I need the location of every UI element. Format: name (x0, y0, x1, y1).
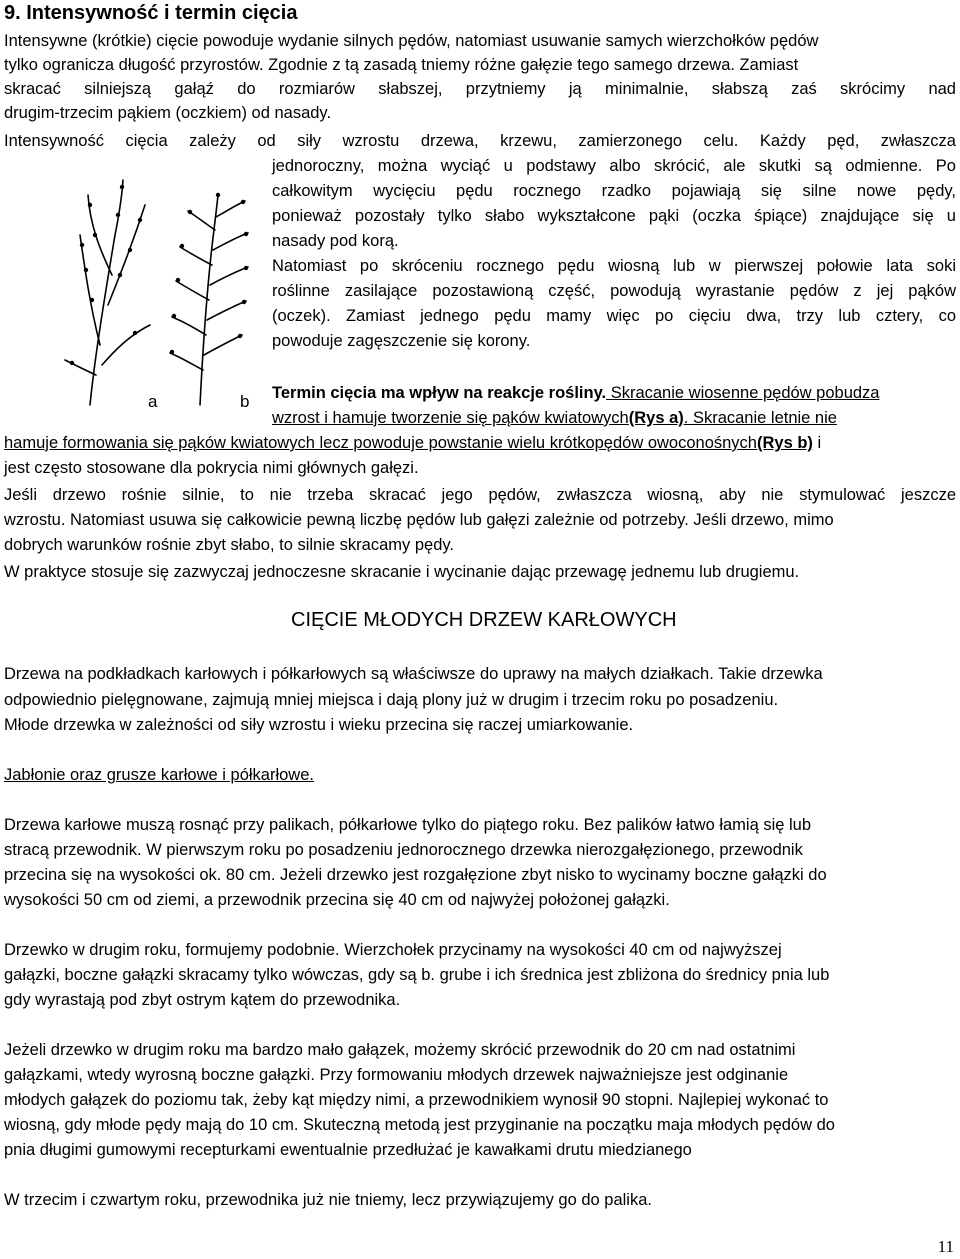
termin-underline: Skracanie wiosenne pędów pobudza (606, 384, 880, 402)
figure-ref-a: (Rys a) (628, 409, 684, 427)
branch-b-spur (172, 317, 206, 335)
figure-ref-b: (Rys b) (756, 434, 813, 452)
termin-tail: i (812, 434, 822, 452)
paragraph-line: Intensywne (krótkie) cięcie powoduje wydanie silnych pędów, natomiast usuwanie samych wierzchołków pędów (4, 32, 819, 50)
paragraph-line: powoduje zagęszczenie się korony. (272, 332, 531, 350)
paragraph-line: skracać silniejszą gałąź do rozmiarów słabszej, przytniemy ją minimalnie, słabszą zaś skrócimy nad (4, 80, 956, 98)
figure-label-b: b (240, 392, 250, 410)
branch-b-spur (210, 267, 248, 285)
paragraph-line: Młode drzewka w zależności od siły wzrostu i wieku przecina się raczej umiarkowanie. (4, 716, 634, 734)
paragraph-line: W trzecim i czwartym roku, przewodnika już nie tniemy, lecz przywiązujemy go do palika. (4, 1191, 652, 1209)
paragraph-line: gałązkami, wtedy wyrosną boczne gałązki. Przy formowaniu młodych drzewek najważniejsze jest odginanie (4, 1066, 789, 1084)
termin-underline: Skracanie letnie nie (688, 409, 837, 427)
branch-b-spur (176, 281, 209, 300)
termin-line-3 (4, 433, 821, 453)
termin-line-1 (272, 383, 879, 403)
paragraph-line: drugim-trzecim pąkiem (oczkiem) od nasady. (4, 104, 332, 122)
paragraph-line: roślinne zasilające pozostawioną część, powodują wyrastanie pędów z jej pąków (272, 282, 956, 300)
branch-a-shoot (65, 360, 96, 375)
paragraph-line: wiosną, gdy młode pędy mają do 10 cm. Skuteczną metodą jest przyginanie na początku maja młodych pędów do (4, 1116, 835, 1134)
termin-bold: Termin cięcia ma wpływ na reakcje rośliny. (272, 384, 607, 402)
paragraph-line: Jeżeli drzewko w drugim roku ma bardzo mało gałązek, możemy skrócić przewodnik do 20 cm nad ostatnimi (4, 1041, 796, 1059)
branch-b-spur (170, 353, 203, 370)
termin-underline: wzrost i hamuje tworzenie się pąków kwiatowych (272, 409, 629, 427)
paragraph-line: stracą przewodnik. W pierwszym roku po posadzeniu jednorocznego drzewka nierozgałęzionego, przewodnik (4, 841, 803, 859)
termin-line-4: jest często stosowane dla pokrycia nimi głównych gałęzi. (4, 459, 419, 477)
figure-label-a: a (148, 392, 158, 410)
branch-b-spur (207, 301, 246, 320)
paragraph-line: ponieważ pozostały tylko słabo wykształcone pąki (oczka śpiące) znajdujące się u (272, 207, 956, 225)
paragraph-line: dobrych warunków rośnie zbyt słabo, to silnie skracamy pędy. (4, 536, 454, 554)
section-heading: CIĘCIE MŁODYCH DRZEW KARŁOWYCH (291, 609, 677, 631)
branch-b-spur (180, 247, 212, 265)
termin-line-2 (272, 408, 837, 428)
branch-b-spur (204, 335, 242, 355)
paragraph-line: tylko ogranicza długość przyrostów. Zgodnie z tą zasadą tniemy różne gałęzie tego samego drzewa. Zamiast (4, 56, 799, 74)
branch-b-spur (188, 211, 215, 230)
paragraph-line: (oczek). Zamiast jednego pędu mamy więc po cięciu dwa, trzy lub cztery, co (272, 307, 956, 325)
paragraph-line: Drzewa na podkładkach karłowych i półkarłowych są właściwsze do uprawy na małych działkach. Takie drzewka (4, 665, 823, 683)
paragraph-line: odpowiednio pielęgnowane, zajmują mniej miejsca i dają plony już w drugim i trzecim roku po posadzeniu. (4, 691, 779, 709)
termin-underline: . (683, 409, 689, 427)
paragraph-line: wzrostu. Natomiast usuwa się całkowicie pewną liczbę pędów lub gałęzi zależnie od potrzeby. Jeśli drzewo, mimo (4, 511, 834, 529)
branch-b-spur (213, 233, 248, 250)
paragraph-line: Natomiast po skróceniu rocznego pędu wiosną lub w pierwszej połowie lata soki (272, 257, 956, 275)
branch-b-spur (216, 201, 245, 217)
paragraph-line: nasady pod korą. (272, 232, 399, 250)
paragraph-line: gdy wyrastają pod zbyt ostrym kątem do przewodnika. (4, 991, 401, 1009)
branch-a-shoot (88, 195, 112, 275)
paragraph-line: gałązki, boczne gałązki skracamy tylko wówczas, gdy są b. grube i ich średnica jest zbliżona do średnicy pnia lub (4, 966, 830, 984)
page-number: 11 (937, 1237, 954, 1256)
paragraph-line: młodych gałązek do poziomu tak, żeby kąt między nimi, a przewodnikiem wynosił 90 stopni. Najlepiej wykonać to (4, 1091, 829, 1109)
paragraph-line: wysokości 50 cm od ziemi, a przewodnik przecina się 40 cm od najwyżej położonej gałązki. (4, 891, 670, 909)
termin-underline: hamuje formowania się pąków kwiatowych lecz powoduje powstanie wielu krótkopędów owoconośnych (4, 434, 757, 452)
paragraph-line: Drzewko w drugim roku, formujemy podobnie. Wierzchołek przycinamy na wysokości 40 cm od najwyższej (4, 941, 782, 959)
branch-illustration (60, 175, 265, 410)
subheading: Jabłonie oraz grusze karłowe i półkarłowe. (4, 766, 314, 784)
paragraph-line: jednoroczny, można wyciąć u podstawy albo skrócić, ale skutki są odmienne. Po (272, 157, 956, 175)
paragraph-line: przecina się na wysokości ok. 80 cm. Jeżeli drzewko jest rozgałęzione zbyt nisko to wycinamy boczne gałązki do (4, 866, 827, 884)
paragraph-line: Drzewa karłowe muszą rosnąć przy palikach, półkarłowe tylko do piątego roku. Bez palików łatwo łamią się lub (4, 816, 812, 834)
branch-a-shoot (102, 325, 150, 365)
paragraph-line: całkowitym wycięciu pędu rocznego rzadko pojawiają się silne nowe pędy, (272, 182, 956, 200)
branch-a-shoot (80, 235, 100, 345)
paragraph-line: Jeśli drzewo rośnie silnie, to nie trzeba skracać jego pędów, zwłaszcza wiosną, aby nie stymulować jeszcze (4, 486, 956, 504)
paragraph-line: Intensywność cięcia zależy od siły wzrostu drzewa, krzewu, zamierzonego celu. Każdy pęd, zwłaszcza (4, 132, 956, 150)
section-heading: 9. Intensywność i termin cięcia (4, 2, 298, 24)
paragraph-line: pnia długimi gumowymi recepturkami ewentualnie przedłużać je kawałkami drutu miedzianego (4, 1141, 692, 1159)
paragraph-line: W praktyce stosuje się zazwyczaj jednoczesne skracanie i wycinanie dając przewagę jednemu lub drugiemu. (4, 563, 800, 581)
